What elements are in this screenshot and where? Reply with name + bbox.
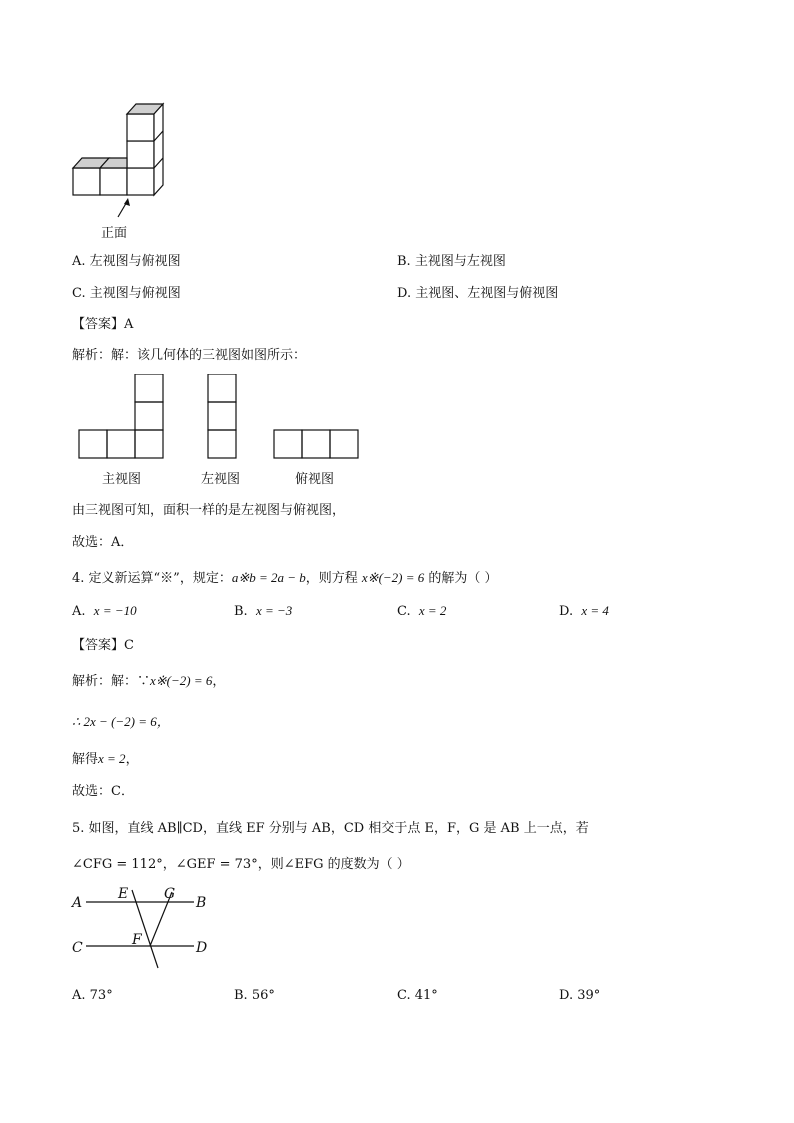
- cube-stack-figure: [60, 92, 180, 240]
- left-view-cell: [208, 402, 236, 430]
- q3-analysis: 解析：解：该几何体的三视图如图所示：: [72, 348, 307, 363]
- q5-stem-line1: 5. 如图，直线 AB∥CD，直线 EF 分别与 AB，CD 相交于点 E，F，G 是 AB 上一点，若: [72, 821, 589, 836]
- q4-stem: 4. 定义新运算“※”，规定：a※b = 2a − b，则方程 x※(−2) = 6 的解为（ ）: [72, 570, 498, 586]
- svg-text:D: D: [196, 940, 208, 956]
- cube-front: [127, 168, 154, 195]
- svg-text:A: A: [72, 895, 83, 911]
- top-view-cell: [274, 430, 302, 458]
- cube-front: [127, 141, 154, 168]
- q5-option-d: D. 39°: [559, 988, 601, 1003]
- q3-option-a: A. 左视图与俯视图: [72, 254, 181, 269]
- q3-conclusion: 由三视图可知，面积一样的是左视图与俯视图，: [72, 503, 346, 518]
- q3-option-b: B. 主视图与左视图: [397, 254, 506, 269]
- q3-choice: 故选：A．: [72, 535, 134, 550]
- main-view-cell: [107, 430, 135, 458]
- q5-stem-line2: ∠CFG = 112°，∠GEF = 73°，则∠EFG 的度数为（ ）: [72, 857, 410, 872]
- q4-step3: 解得x = 2，: [72, 751, 139, 767]
- top-view-cell: [330, 430, 358, 458]
- svg-text:F: F: [132, 932, 142, 948]
- q5-option-c: C. 41°: [397, 988, 438, 1003]
- left-view-cell: [208, 430, 236, 458]
- cube-front: [127, 114, 154, 141]
- q4-option-b: B. x = −3: [234, 603, 293, 619]
- top-view-cell: [302, 430, 330, 458]
- q4-answer: 【答案】C: [72, 638, 134, 653]
- front-label: 正面: [101, 226, 128, 241]
- q5-option-b: B. 56°: [234, 988, 275, 1003]
- main-view-cell: [79, 430, 107, 458]
- q3-option-d: D. 主视图、左视图与俯视图: [397, 286, 559, 301]
- q4-step2: ∴ 2x − (−2) = 6，: [72, 714, 170, 729]
- q4-analysis: 解析：解：∵x※(−2) = 6，: [72, 673, 226, 689]
- parallel-lines-figure: [66, 882, 216, 974]
- q4-option-c: C. x = 2: [397, 603, 447, 619]
- q3-answer: 【答案】A: [72, 317, 134, 332]
- q5-option-a: A. 73°: [72, 988, 113, 1003]
- left-view-label: 左视图: [201, 472, 241, 487]
- svg-text:C: C: [72, 940, 83, 956]
- cube-front: [100, 168, 127, 195]
- q4-option-d: D. x = 4: [559, 603, 609, 619]
- svg-text:E: E: [118, 886, 129, 902]
- top-view-label: 俯视图: [295, 472, 335, 487]
- cube-front: [73, 168, 100, 195]
- three-views-figure: [76, 374, 366, 462]
- q4-choice: 故选：C．: [72, 784, 134, 799]
- svg-text:G: G: [164, 886, 176, 902]
- svg-text:B: B: [196, 895, 207, 911]
- q3-option-c: C. 主视图与俯视图: [72, 286, 181, 301]
- main-view-cell: [135, 402, 163, 430]
- cube-side: [154, 104, 163, 195]
- main-view-cell: [135, 430, 163, 458]
- main-view-cell: [135, 374, 163, 402]
- left-view-cell: [208, 374, 236, 402]
- main-view-label: 主视图: [102, 472, 142, 487]
- q4-option-a: A. x = −10: [72, 603, 137, 619]
